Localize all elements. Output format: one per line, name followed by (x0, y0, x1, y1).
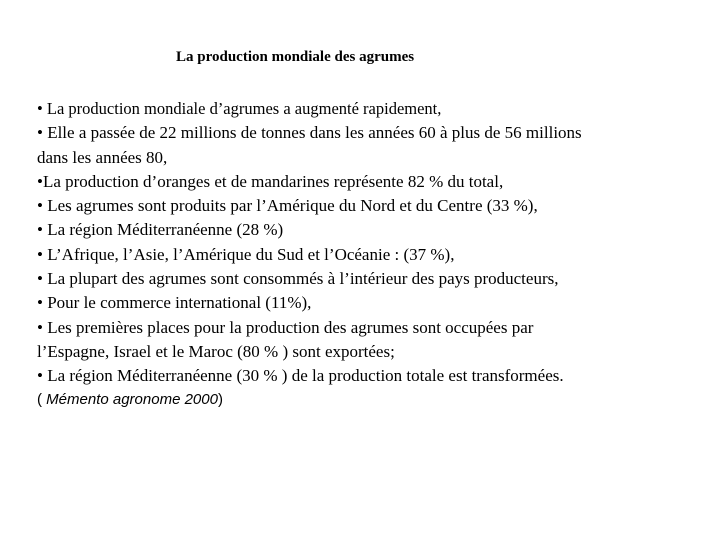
page-title: La production mondiale des agrumes (176, 49, 415, 65)
bullet-line: • Les premières places pour la production des agrumes sont occupées par (37, 317, 534, 337)
bullet-line-continuation: l’Espagne, Israel et le Maroc (80 % ) sont exportées; (37, 341, 395, 361)
bullet-line: • L’Afrique, l’Asie, l’Amérique du Sud et l’Océanie : (37 %), (37, 244, 455, 264)
source-close: ) (217, 390, 223, 408)
bullet-list (37, 97, 697, 410)
bullet-line: • La production mondiale d’agrumes a augmenté rapidement, (37, 99, 442, 118)
source-open: ( (37, 390, 47, 408)
bullet-line: • Pour le commerce international (11%), (37, 293, 312, 313)
bullet-line: • La plupart des agrumes sont consommés à l’intérieur des pays producteurs, (37, 269, 559, 289)
bullet-line: • Elle a passée de 22 millions de tonnes dans les années 60 à plus de 56 millions (37, 123, 582, 143)
bullet-line: • Les agrumes sont produits par l’Amérique du Nord et du Centre (33 %), (37, 196, 538, 216)
source-text: Mémento agronome 2000 (46, 390, 218, 408)
bullet-line: • La région Méditerranéenne (28 %) (37, 220, 284, 240)
bullet-line: • La région Méditerranéenne (30 % ) de la production totale est transformées. (37, 366, 564, 386)
bullet-line: •La production d’oranges et de mandarines représente 82 % du total, (37, 171, 504, 191)
source-citation (37, 390, 697, 410)
bullet-line-continuation: dans les années 80, (37, 147, 168, 167)
